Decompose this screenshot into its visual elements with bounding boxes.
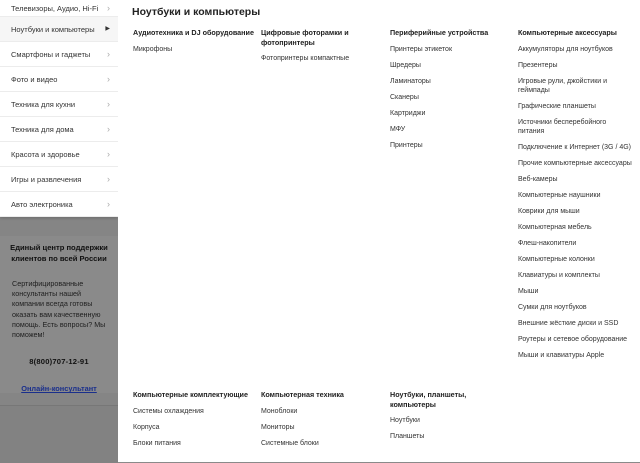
category-panel: [118, 0, 640, 462]
list-item[interactable]: Микрофоны: [133, 45, 173, 53]
chevron-right-icon: ›: [107, 148, 110, 159]
sidebar-item-tv-audio[interactable]: [0, 0, 118, 17]
list-item[interactable]: Планшеты: [390, 433, 425, 440]
page-title: Ноутбуки и компьютеры: [132, 6, 261, 18]
sidebar-item-label: Игры и развлечения: [11, 174, 82, 184]
list-item[interactable]: Ноутбуки: [390, 417, 420, 424]
column-computer-tech: [261, 390, 383, 448]
list-item[interactable]: Подключение к Интернет (3G / 4G): [518, 143, 631, 151]
list-item[interactable]: МФУ: [390, 125, 406, 133]
chevron-right-icon: ›: [107, 2, 110, 13]
sidebar-item-label: Красота и здоровье: [11, 149, 80, 159]
list-item[interactable]: Фотопринтеры компактные: [261, 55, 350, 62]
sidebar-item-label: Телевизоры, Аудио, Hi-Fi: [11, 3, 99, 13]
chevron-right-icon: ›: [107, 123, 110, 134]
footer-strip: [0, 405, 118, 463]
list-item[interactable]: Презентеры: [518, 61, 558, 69]
list-item[interactable]: Мониторы: [261, 423, 295, 431]
chevron-right-icon: ›: [107, 173, 110, 184]
column-audio: [133, 28, 255, 54]
chevron-right-icon: ›: [107, 198, 110, 209]
sidebar-item-auto[interactable]: [0, 192, 118, 217]
column-heading[interactable]: Компьютерные комплектующие: [133, 390, 248, 399]
online-consultant-link[interactable]: Онлайн-консультант: [21, 384, 97, 394]
sidebar-item-label: Техника для кухни: [11, 99, 76, 109]
list-item[interactable]: Мыши: [518, 287, 539, 295]
column-heading[interactable]: Цифровые фоторамки и фотопринтеры: [261, 28, 349, 47]
chevron-right-icon: ›: [107, 48, 110, 59]
list-item[interactable]: Принтеры: [390, 141, 423, 149]
support-phone[interactable]: 8(800)707-12-91: [29, 357, 89, 367]
sidebar-item-kitchen[interactable]: [0, 92, 118, 117]
sidebar-item-games[interactable]: [0, 167, 118, 192]
column-heading[interactable]: Компьютерная техника: [261, 390, 344, 399]
list-item[interactable]: Системы охлаждения: [133, 407, 204, 415]
column-laptops-tablets: [390, 390, 512, 441]
column-heading[interactable]: Ноутбуки, планшеты, компьютеры: [390, 390, 467, 409]
list-item[interactable]: Клавиатуры и комплекты: [518, 271, 600, 279]
triangle-right-icon: ▶: [105, 26, 110, 32]
list-item[interactable]: Источники бесперебойного питания: [518, 118, 607, 135]
list-item[interactable]: Мыши и клавиатуры Apple: [518, 351, 605, 359]
list-item[interactable]: Коврики для мыши: [518, 207, 580, 215]
sidebar-item-home[interactable]: [0, 117, 118, 142]
column-components: [133, 390, 255, 448]
column-heading[interactable]: Аудиотехника и DJ оборудование: [133, 28, 254, 37]
support-text: Сертифицированные консультанты нашей компании всегда готовы оказать вам качественную помощь. Есть вопросы? Мы поможем!: [12, 279, 106, 340]
support-title: Единый центр поддержки клиентов по всей России: [10, 243, 108, 263]
column-accessories: [518, 28, 634, 360]
list-item[interactable]: Игровые рули, джойстики и геймпады: [518, 77, 608, 94]
sidebar-item-label: Фото и видео: [11, 74, 58, 84]
list-item[interactable]: Сканеры: [390, 93, 419, 101]
list-item[interactable]: Ламинаторы: [390, 77, 431, 85]
chevron-right-icon: ›: [107, 98, 110, 109]
list-item[interactable]: Компьютерная мебель: [518, 223, 592, 231]
list-item[interactable]: Моноблоки: [261, 407, 298, 415]
sidebar-item-label: Смартфоны и гаджеты: [11, 49, 91, 59]
sidebar-item-label: Авто электроника: [11, 199, 73, 209]
list-item[interactable]: Компьютерные колонки: [518, 255, 595, 263]
column-heading[interactable]: Компьютерные аксессуары: [518, 28, 617, 37]
list-item[interactable]: Компьютерные наушники: [518, 191, 601, 199]
list-item[interactable]: Веб-камеры: [518, 175, 558, 183]
support-block: [0, 236, 118, 393]
list-item[interactable]: Сумки для ноутбуков: [518, 303, 587, 311]
list-item[interactable]: Принтеры этикеток: [390, 45, 453, 53]
sidebar-item-label: Ноутбуки и компьютеры: [11, 24, 95, 34]
list-item[interactable]: Аккумуляторы для ноутбуков: [518, 45, 613, 53]
column-photo-frames: [261, 28, 383, 63]
sidebar-item-beauty[interactable]: [0, 142, 118, 167]
list-item[interactable]: Роутеры и сетевое оборудование: [518, 335, 628, 343]
list-item[interactable]: Картриджи: [390, 109, 426, 117]
list-item[interactable]: Системные блоки: [261, 439, 319, 447]
sidebar-item-smartphones[interactable]: [0, 42, 118, 67]
list-item[interactable]: Флеш-накопители: [518, 239, 577, 247]
list-item[interactable]: Корпуса: [133, 423, 160, 431]
column-heading[interactable]: Периферийные устройства: [390, 28, 489, 37]
list-item[interactable]: Блоки питания: [133, 439, 181, 447]
category-sidebar: [0, 0, 118, 217]
column-peripherals: [390, 28, 512, 150]
sidebar-item-label: Техника для дома: [11, 124, 74, 134]
list-item[interactable]: Прочие компьютерные аксессуары: [518, 159, 632, 167]
list-item[interactable]: Графические планшеты: [518, 102, 596, 110]
chevron-right-icon: ›: [107, 73, 110, 84]
sidebar-item-laptops-computers[interactable]: [0, 17, 118, 42]
list-item[interactable]: Шредеры: [390, 61, 421, 69]
sidebar-item-photo-video[interactable]: [0, 67, 118, 92]
list-item[interactable]: Внешние жёсткие диски и SSD: [518, 319, 619, 327]
